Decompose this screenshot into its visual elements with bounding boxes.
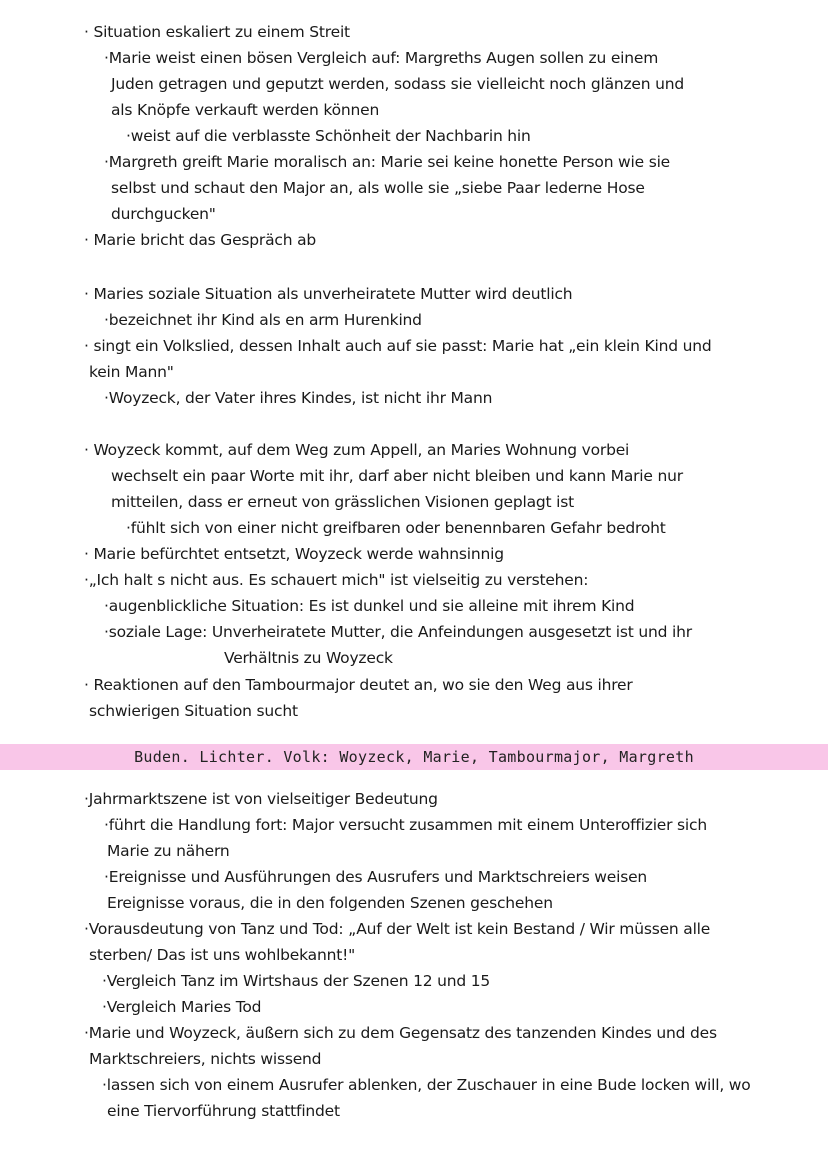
note-line: ·„Ich halt s nicht aus. Es schauert mich" ist vielseitig zu verstehen: xyxy=(84,571,589,589)
note-line: Marktschreiers, nichts wissend xyxy=(89,1050,322,1068)
note-line: ·Ereignisse und Ausführungen des Ausrufers und Marktschreiers weisen xyxy=(104,868,648,886)
note-line: · singt ein Volkslied, dessen Inhalt auch auf sie passt: Marie hat „ein klein Kind und xyxy=(84,337,712,355)
note-line: · Marie befürchtet entsetzt, Woyzeck werde wahnsinnig xyxy=(84,545,504,563)
note-line: Marie zu nähern xyxy=(107,842,230,860)
note-line: ·weist auf die verblasste Schönheit der Nachbarin hin xyxy=(126,127,531,145)
note-line: eine Tiervorführung stattfindet xyxy=(107,1102,340,1120)
note-line: ·Vergleich Maries Tod xyxy=(102,998,262,1016)
note-line: Ereignisse voraus, die in den folgenden Szenen geschehen xyxy=(107,894,553,912)
note-line: kein Mann" xyxy=(89,363,174,381)
note-line: ·Woyzeck, der Vater ihres Kindes, ist nicht ihr Mann xyxy=(104,389,493,407)
note-line: ·augenblickliche Situation: Es ist dunkel und sie alleine mit ihrem Kind xyxy=(104,597,635,615)
note-line: · Woyzeck kommt, auf dem Weg zum Appell, an Maries Wohnung vorbei xyxy=(84,441,630,459)
note-line: durchgucken" xyxy=(111,205,216,223)
note-line: ·bezeichnet ihr Kind als en arm Hurenkind xyxy=(104,311,422,329)
note-line: · Maries soziale Situation als unverheiratete Mutter wird deutlich xyxy=(84,285,573,303)
note-line: Verhältnis zu Woyzeck xyxy=(224,649,393,667)
note-line: · Reaktionen auf den Tambourmajor deutet an, wo sie den Weg aus ihrer xyxy=(84,676,633,694)
note-line: ·fühlt sich von einer nicht greifbaren oder benennbaren Gefahr bedroht xyxy=(126,519,666,537)
note-line: wechselt ein paar Worte mit ihr, darf aber nicht bleiben und kann Marie nur xyxy=(111,467,683,485)
note-line: ·Vorausdeutung von Tanz und Tod: „Auf der Welt ist kein Bestand / Wir müssen alle xyxy=(84,920,711,938)
note-line: ·Marie und Woyzeck, äußern sich zu dem Gegensatz des tanzenden Kindes und des xyxy=(84,1024,717,1042)
note-line: ·Marie weist einen bösen Vergleich auf: Margreths Augen sollen zu einem xyxy=(104,49,659,67)
note-line: ·soziale Lage: Unverheiratete Mutter, die Anfeindungen ausgesetzt ist und ihr xyxy=(104,623,692,641)
scene-heading: Buden. Lichter. Volk: Woyzeck, Marie, Tambourmajor, Margreth xyxy=(134,748,694,766)
note-line: ·führt die Handlung fort: Major versucht zusammen mit einem Unteroffizier sich xyxy=(104,816,707,834)
note-line: selbst und schaut den Major an, als wolle sie „siebe Paar lederne Hose xyxy=(111,179,645,197)
note-line: schwierigen Situation sucht xyxy=(89,702,298,720)
note-line: ·Margreth greift Marie moralisch an: Marie sei keine honette Person wie sie xyxy=(104,153,671,171)
note-line: ·Vergleich Tanz im Wirtshaus der Szenen 12 und 15 xyxy=(102,972,491,990)
note-line: · Situation eskaliert zu einem Streit xyxy=(84,23,350,41)
note-line: mitteilen, dass er erneut von grässlichen Visionen geplagt ist xyxy=(111,493,574,511)
note-line: sterben/ Das ist uns wohlbekannt!" xyxy=(89,946,356,964)
note-line: Juden getragen und geputzt werden, sodass sie vielleicht noch glänzen und xyxy=(111,75,685,93)
note-line: als Knöpfe verkauft werden können xyxy=(111,101,380,119)
note-line: ·lassen sich von einem Ausrufer ablenken, der Zuschauer in eine Bude locken will, wo xyxy=(102,1076,751,1094)
note-line: · Marie bricht das Gespräch ab xyxy=(84,231,317,249)
note-line: ·Jahrmarktszene ist von vielseitiger Bedeutung xyxy=(84,790,438,808)
